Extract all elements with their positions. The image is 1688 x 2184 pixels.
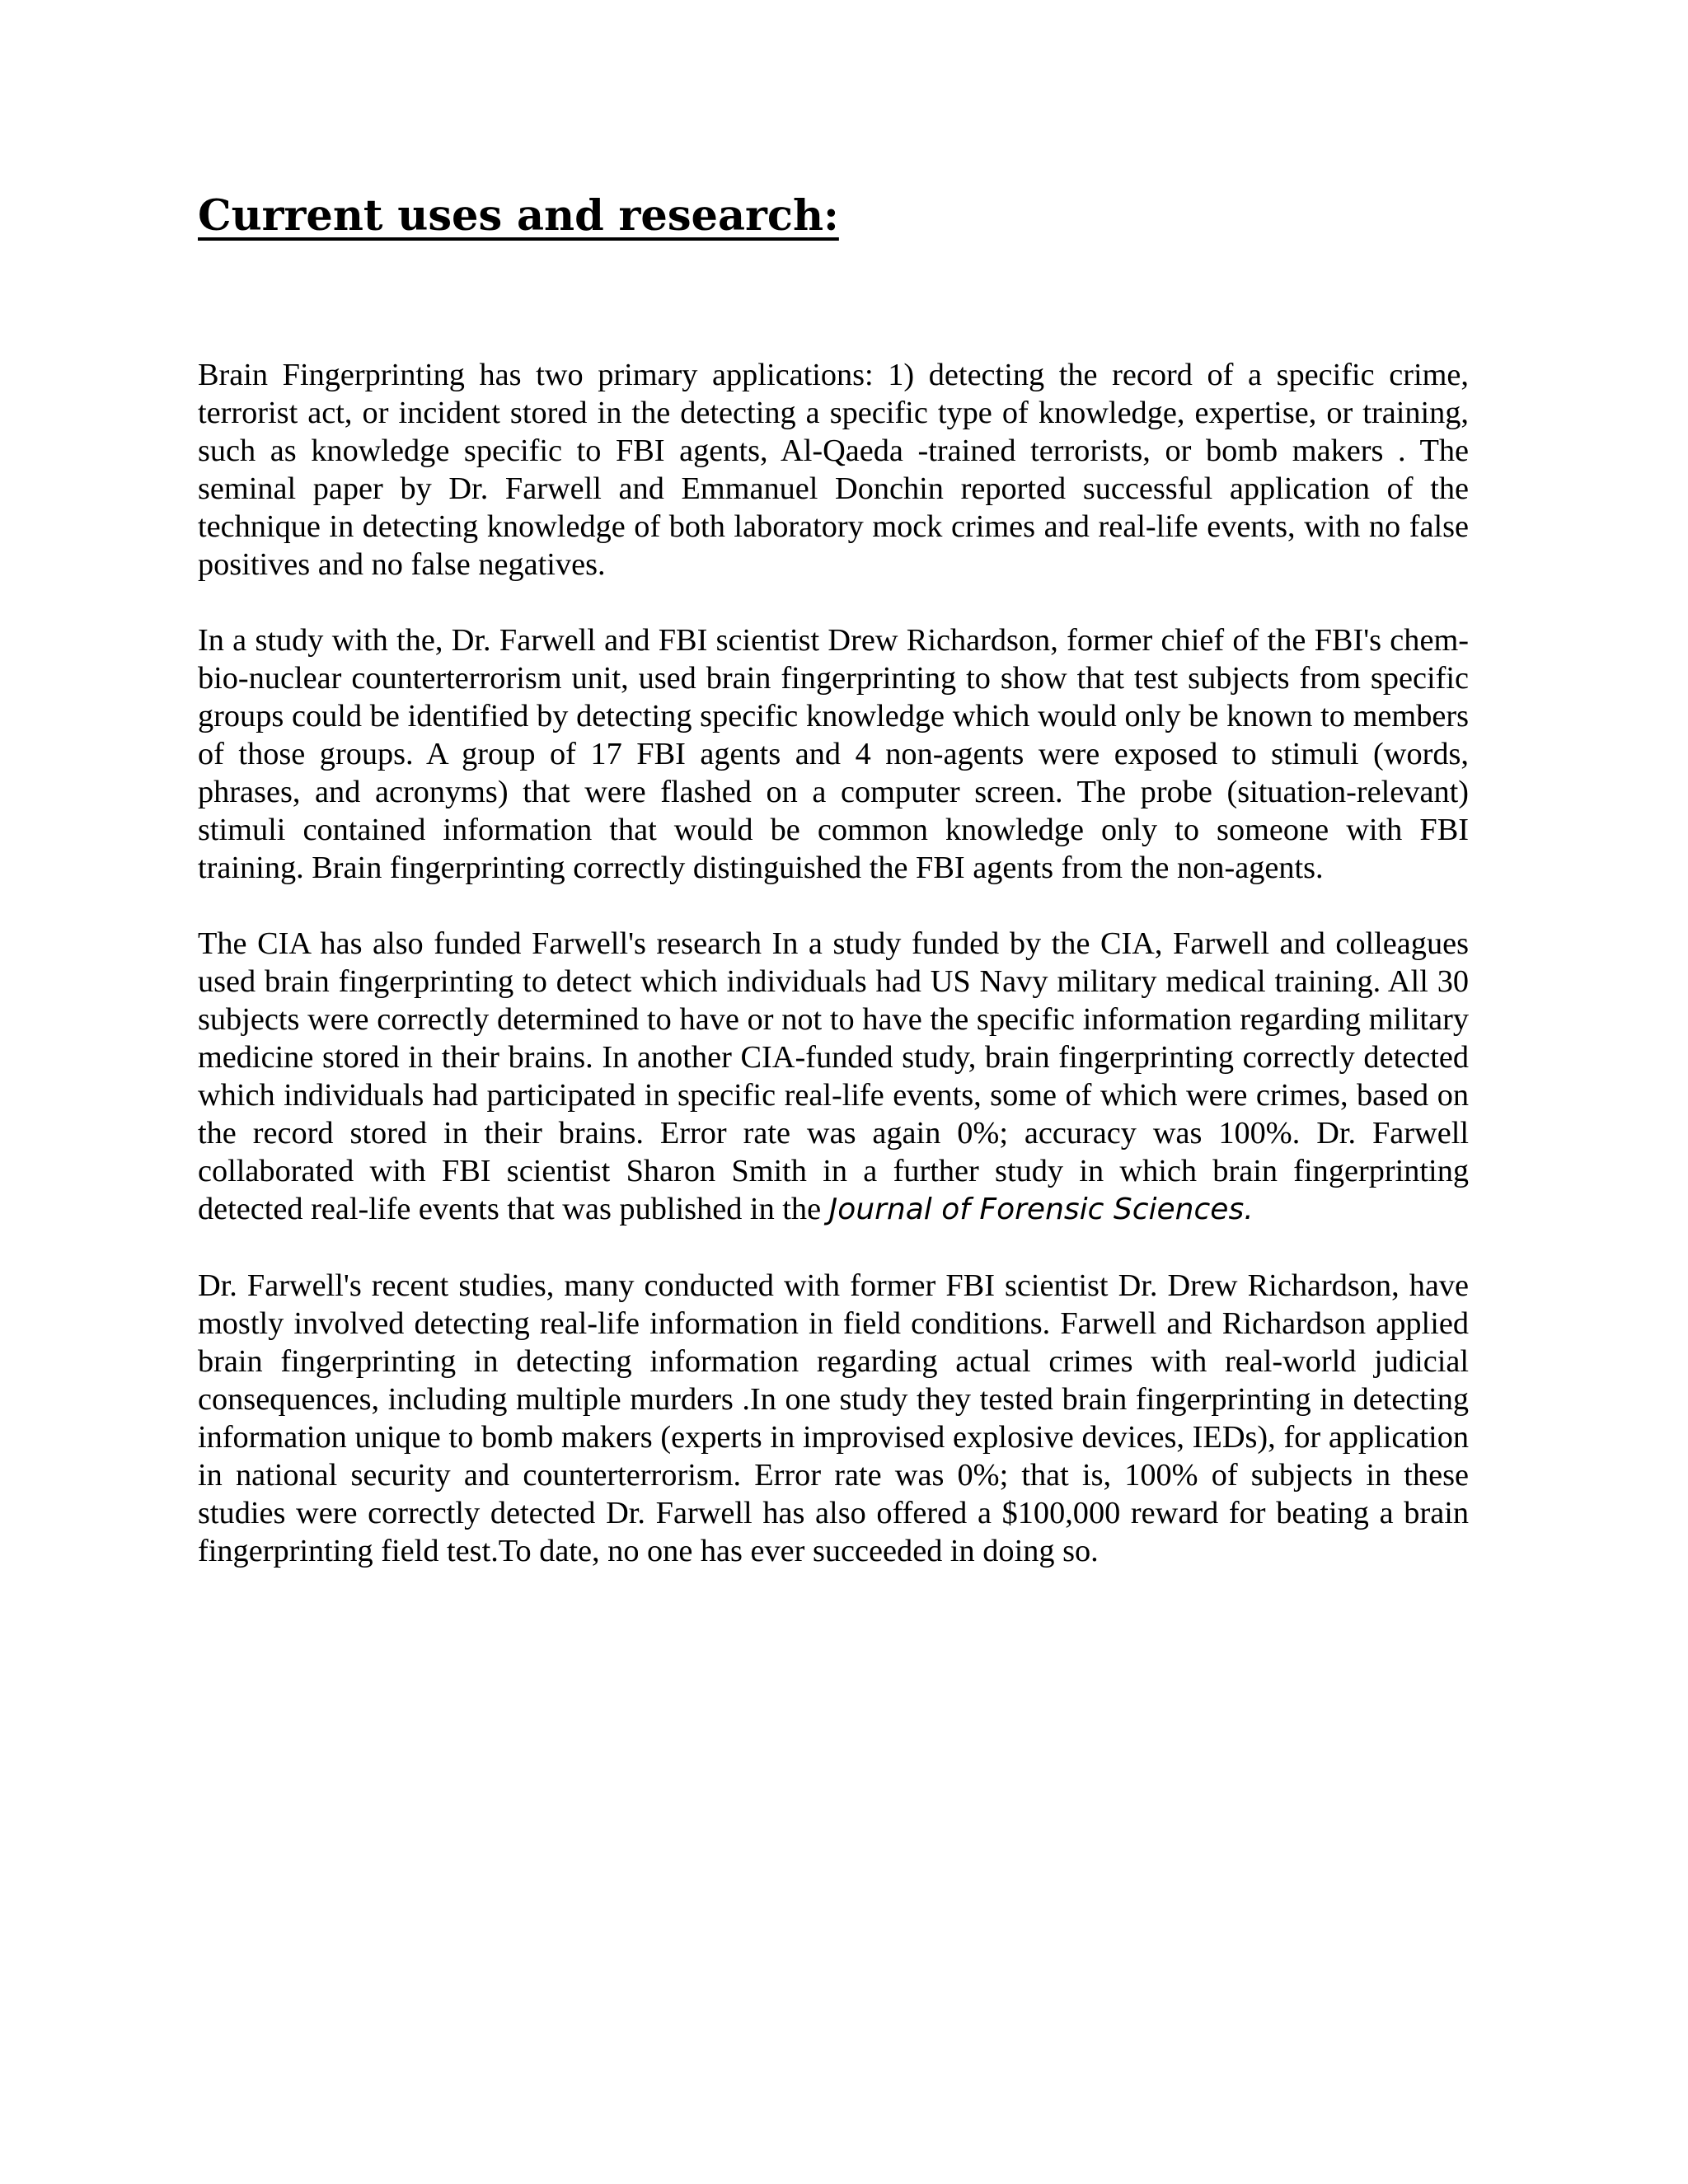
journal-title: Journal of Forensic Sciences.	[828, 1193, 1254, 1226]
section-heading: Current uses and research:	[198, 191, 839, 241]
paragraph-fbi-study: In a study with the, Dr. Farwell and FBI scientist Drew Richardson, former chief of the FBI's chem-bio-nuclear counterterrorism unit, used brain fingerprinting to show that test subjects from specific groups could be identified by detecting specific knowledge which would only be known to members of those groups. A group of 17 FBI agents and 4 non-agents were exposed to stimuli (words, phrases, and acronyms) that were flashed on a computer screen. The probe (situation-relevant) stimuli contained information that would be common knowledge only to someone with FBI training. Brain fingerprinting correctly distinguished the FBI agents from the non-agents.	[198, 623, 1469, 885]
paragraph-cia-study-text: The CIA has also funded Farwell's research In a study funded by the CIA, Farwell and colleagues used brain fingerprinting to detect which individuals had US Navy military medical training. All 30 subjects were correctly determined to have or not to have the specific information regarding military medicine stored in their brains. In another CIA-funded study, brain fingerprinting correctly detected which individuals had participated in specific real-life events, some of which were crimes, based on the record stored in their brains. Error rate was again 0%; accuracy was 100%. Dr. Farwell collaborated with FBI scientist Sharon Smith in a further study in which brain fingerprinting detected real-life events that was published in the	[198, 926, 1469, 1226]
paragraph-applications: Brain Fingerprinting has two primary applications: 1) detecting the record of a specific crime, terrorist act, or incident stored in the detecting a specific type of knowledge, expertise, or training, such as knowledge specific to FBI agents, Al-Qaeda -trained terrorists, or bomb makers . The seminal paper by Dr. Farwell and Emmanuel Donchin reported successful application of the technique in detecting knowledge of both laboratory mock crimes and real-life events, with no false positives and no false negatives.	[198, 358, 1469, 582]
paragraph-recent-studies: Dr. Farwell's recent studies, many conducted with former FBI scientist Dr. Drew Richardson, have mostly involved detecting real-life information in field conditions. Farwell and Richardson applied brain fingerprinting in detecting information regarding actual crimes with real-world judicial consequences, including multiple murders .In one study they tested brain fingerprinting in detecting information unique to bomb makers (experts in improvised explosive devices, IEDs), for application in national security and counterterrorism. Error rate was 0%; that is, 100% of subjects in these studies were correctly detected Dr. Farwell has also offered a $100,000 reward for beating a brain fingerprinting field test.To date, no one has ever succeeded in doing so.	[198, 1268, 1469, 1568]
body-text	[198, 356, 1469, 1608]
paragraph-cia-study	[198, 925, 1469, 1229]
